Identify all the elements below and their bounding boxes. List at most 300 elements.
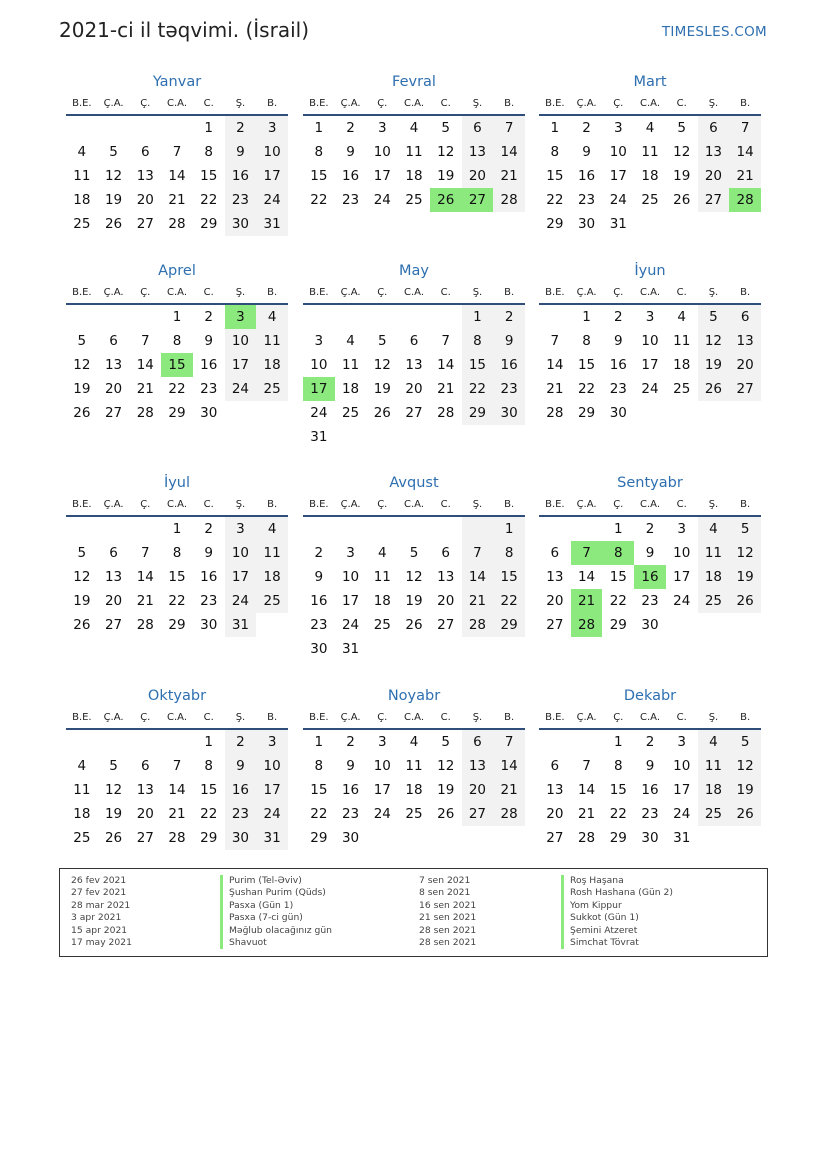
day-cell: 29 [200, 216, 218, 232]
weekday-header [66, 706, 288, 730]
day-cell: 24 [256, 802, 288, 826]
weekday-label: Ş. [708, 712, 719, 723]
day-cell: 23 [225, 188, 257, 212]
day-cell: 14 [577, 782, 596, 798]
day-cell: 7 [140, 545, 150, 561]
empty-cell [66, 730, 98, 754]
legend-holiday-name: Rosh Hashana (Gün 2) [561, 887, 673, 899]
day-cell: 5 [409, 545, 419, 561]
empty-cell [366, 517, 398, 541]
day-cell: 4 [346, 333, 355, 349]
day-cell: 31 [225, 613, 257, 637]
day-cell: 15 [609, 569, 627, 585]
day-grid [539, 116, 761, 236]
weekday-label: Ç. [377, 712, 388, 723]
day-cell: 7 [462, 541, 494, 565]
day-cell: 28 [546, 405, 564, 421]
brand-logo-text[interactable]: TIMESLES.COM [661, 24, 767, 40]
day-cell: 17 [673, 782, 691, 798]
empty-cell [698, 826, 730, 850]
day-cell: 13 [462, 754, 494, 778]
day-cell: 15 [493, 565, 525, 589]
day-cell: 29 [200, 830, 218, 846]
weekday-label: Ç.A. [576, 98, 597, 109]
day-cell: 22 [462, 377, 494, 401]
weekday-label: C.A. [640, 287, 661, 298]
day-cell: 19 [104, 192, 123, 208]
day-cell: 18 [256, 565, 288, 589]
day-cell: 28 [493, 188, 525, 212]
day-cell: 6 [441, 545, 450, 561]
day-cell: 25 [73, 830, 91, 846]
day-cell: 21 [729, 164, 761, 188]
weekday-label: Ç.A. [576, 499, 597, 510]
legend-holiday-name: Pasxa (7-ci gün) [220, 912, 332, 924]
weekday-label: C.A. [167, 712, 188, 723]
day-cell: 1 [550, 120, 560, 136]
day-cell: 30 [641, 830, 659, 846]
empty-cell [303, 517, 335, 541]
empty-cell [366, 305, 398, 329]
month-6 [539, 261, 761, 425]
empty-cell [698, 401, 730, 425]
day-cell: 14 [462, 565, 494, 589]
day-cell: 16 [634, 565, 666, 589]
weekday-label: C.A. [167, 287, 188, 298]
day-cell: 2 [613, 309, 623, 325]
day-cell: 22 [200, 806, 218, 822]
day-cell: 2 [645, 521, 655, 537]
day-cell: 16 [200, 357, 218, 373]
day-cell: 13 [729, 329, 761, 353]
day-cell: 23 [310, 617, 328, 633]
day-cell: 26 [729, 802, 761, 826]
day-cell: 30 [641, 617, 659, 633]
day-cell: 13 [437, 569, 455, 585]
day-cell: 9 [346, 144, 355, 160]
day-cell: 24 [373, 192, 391, 208]
day-cell: 11 [405, 144, 423, 160]
day-cell: 10 [641, 333, 659, 349]
day-cell: 26 [673, 192, 691, 208]
day-cell: 20 [104, 381, 123, 397]
day-cell: 24 [609, 192, 627, 208]
day-cell: 16 [341, 168, 360, 184]
day-cell: 8 [493, 541, 525, 565]
day-cell: 13 [546, 782, 564, 798]
day-cell: 19 [729, 778, 761, 802]
day-cell: 16 [200, 569, 218, 585]
day-cell: 21 [493, 778, 525, 802]
day-grid [66, 116, 288, 236]
legend-holiday-name: Yom Kippur [561, 900, 673, 912]
day-cell: 3 [225, 517, 257, 541]
day-cell: 27 [437, 617, 455, 633]
legend-holiday-name: Purim (Tel-Əviv) [220, 875, 332, 887]
day-cell: 14 [168, 168, 186, 184]
weekday-label: Ç.A. [340, 98, 361, 109]
empty-cell [571, 730, 603, 754]
day-cell: 28 [571, 613, 603, 637]
weekday-label: C.A. [404, 287, 425, 298]
legend-holiday-name: Pasxa (Gün 1) [220, 900, 332, 912]
weekday-label: B. [267, 287, 278, 298]
day-cell: 10 [373, 758, 391, 774]
empty-cell [430, 826, 462, 850]
day-cell: 29 [168, 617, 186, 633]
month-5 [303, 261, 525, 449]
day-cell: 22 [546, 192, 564, 208]
weekday-label: B. [740, 98, 751, 109]
day-cell: 17 [373, 168, 391, 184]
day-cell: 25 [341, 405, 360, 421]
day-cell: 26 [104, 830, 123, 846]
day-cell: 3 [256, 730, 288, 754]
day-cell: 12 [73, 569, 91, 585]
empty-cell [366, 425, 398, 449]
day-cell: 17 [641, 357, 659, 373]
empty-cell [634, 401, 666, 425]
weekday-label: Ş. [235, 712, 246, 723]
weekday-label: B.E. [545, 287, 565, 298]
day-cell: 27 [136, 830, 154, 846]
weekday-label: C. [203, 712, 214, 723]
day-cell: 30 [609, 405, 627, 421]
day-cell: 6 [550, 545, 560, 561]
day-cell: 6 [462, 116, 494, 140]
day-cell: 28 [168, 216, 186, 232]
weekday-label: Ç. [140, 712, 151, 723]
empty-cell [666, 613, 698, 637]
day-cell: 8 [204, 144, 213, 160]
day-cell: 6 [140, 758, 150, 774]
empty-cell [98, 517, 130, 541]
day-cell: 3 [377, 120, 387, 136]
empty-cell [729, 826, 761, 850]
weekday-label: Ç.A. [103, 98, 124, 109]
day-cell: 5 [77, 545, 87, 561]
day-cell: 22 [609, 593, 627, 609]
day-cell: 12 [73, 357, 91, 373]
day-cell: 24 [310, 405, 328, 421]
empty-cell [366, 826, 398, 850]
day-cell: 4 [256, 305, 288, 329]
empty-cell [129, 305, 161, 329]
day-cell: 7 [550, 333, 560, 349]
day-cell: 27 [462, 188, 494, 212]
weekday-label: Ş. [472, 287, 483, 298]
day-cell: 4 [677, 309, 686, 325]
day-cell: 19 [437, 168, 455, 184]
day-cell: 21 [437, 381, 455, 397]
day-cell: 24 [641, 381, 659, 397]
day-cell: 30 [310, 641, 328, 657]
day-cell: 6 [698, 116, 730, 140]
empty-cell [98, 116, 130, 140]
day-cell: 28 [729, 188, 761, 212]
weekday-label: B.E. [545, 712, 565, 723]
weekday-label: C.A. [404, 499, 425, 510]
day-cell: 20 [136, 806, 154, 822]
weekday-label: C.A. [167, 98, 188, 109]
weekday-label: Ç.A. [340, 499, 361, 510]
page-title: 2021-ci il təqvimi. (İsrail) [59, 18, 309, 42]
weekday-header [303, 706, 525, 730]
legend-holiday-name: Şushan Purim (Qüds) [220, 887, 332, 899]
day-cell: 27 [698, 188, 730, 212]
day-cell: 1 [204, 734, 213, 750]
day-cell: 20 [546, 806, 564, 822]
weekday-label: B. [740, 287, 751, 298]
day-cell: 15 [168, 569, 186, 585]
weekday-label: B.E. [309, 287, 329, 298]
day-cell: 28 [493, 802, 525, 826]
day-cell: 25 [73, 216, 91, 232]
empty-cell [161, 116, 193, 140]
day-cell: 25 [698, 589, 730, 613]
day-cell: 4 [698, 517, 730, 541]
day-cell: 2 [204, 309, 213, 325]
day-cell: 19 [73, 593, 91, 609]
day-cell: 19 [73, 381, 91, 397]
day-cell: 19 [405, 593, 423, 609]
weekday-header [303, 92, 525, 116]
day-cell: 7 [493, 116, 525, 140]
day-cell: 12 [104, 168, 123, 184]
month-name: Aprel [158, 263, 196, 279]
day-cell: 12 [673, 144, 691, 160]
day-cell: 15 [161, 353, 193, 377]
weekday-label: B. [267, 499, 278, 510]
day-cell: 12 [405, 569, 423, 585]
day-cell: 6 [140, 144, 150, 160]
month-name: İyun [634, 263, 666, 279]
weekday-label: Ç.A. [103, 499, 124, 510]
weekday-label: C.A. [640, 712, 661, 723]
day-cell: 26 [729, 589, 761, 613]
day-cell: 20 [729, 353, 761, 377]
day-cell: 31 [310, 429, 328, 445]
day-cell: 30 [341, 830, 360, 846]
day-cell: 1 [172, 521, 182, 537]
day-cell: 16 [341, 782, 360, 798]
day-cell: 10 [673, 758, 691, 774]
day-cell: 8 [462, 329, 494, 353]
day-grid [539, 517, 761, 637]
day-cell: 5 [729, 730, 761, 754]
day-cell: 6 [409, 333, 419, 349]
day-cell: 13 [546, 569, 564, 585]
day-cell: 26 [373, 405, 391, 421]
day-cell: 6 [550, 758, 560, 774]
empty-cell [698, 212, 730, 236]
day-cell: 11 [373, 569, 391, 585]
day-cell: 14 [168, 782, 186, 798]
weekday-label: C. [676, 712, 687, 723]
day-cell: 25 [256, 377, 288, 401]
day-cell: 18 [698, 778, 730, 802]
day-cell: 10 [609, 144, 627, 160]
empty-cell [256, 613, 288, 637]
weekday-label: B.E. [72, 98, 92, 109]
day-cell: 12 [729, 541, 761, 565]
day-cell: 1 [314, 120, 324, 136]
day-cell: 12 [729, 754, 761, 778]
day-cell: 11 [341, 357, 360, 373]
day-cell: 21 [493, 164, 525, 188]
day-cell: 31 [341, 641, 360, 657]
empty-cell [729, 613, 761, 637]
day-grid [539, 305, 761, 425]
empty-cell [493, 637, 525, 661]
weekday-label: Ç. [613, 712, 624, 723]
empty-cell [539, 517, 571, 541]
legend-holiday-name: Sukkot (Gün 1) [561, 912, 673, 924]
empty-cell [398, 517, 430, 541]
day-cell: 29 [609, 617, 627, 633]
weekday-label: Ş. [235, 499, 246, 510]
day-cell: 27 [462, 802, 494, 826]
day-cell: 23 [641, 593, 659, 609]
day-cell: 18 [373, 593, 391, 609]
day-cell: 23 [341, 806, 360, 822]
day-cell: 11 [73, 782, 91, 798]
day-cell: 29 [462, 401, 494, 425]
weekday-label: B.E. [545, 98, 565, 109]
weekday-label: Ş. [235, 98, 246, 109]
day-cell: 25 [405, 806, 423, 822]
month-name: Dekabr [623, 688, 677, 704]
holiday-legend [59, 868, 768, 957]
day-cell: 8 [314, 758, 324, 774]
day-cell: 25 [698, 802, 730, 826]
day-cell: 14 [437, 357, 455, 373]
day-cell: 16 [577, 168, 596, 184]
day-cell: 15 [200, 168, 218, 184]
weekday-label: Ç. [140, 287, 151, 298]
day-cell: 5 [698, 305, 730, 329]
day-cell: 1 [613, 734, 623, 750]
legend-date: 8 sen 2021 [419, 887, 471, 899]
month-8 [303, 473, 525, 661]
day-cell: 29 [310, 830, 328, 846]
day-cell: 9 [613, 333, 623, 349]
day-cell: 9 [204, 333, 213, 349]
empty-cell [398, 425, 430, 449]
day-cell: 24 [225, 589, 257, 613]
day-cell: 25 [641, 192, 659, 208]
day-cell: 5 [441, 734, 450, 750]
day-cell: 18 [673, 357, 691, 373]
day-cell: 28 [577, 830, 596, 846]
weekday-label: Ş. [235, 287, 246, 298]
empty-cell [493, 425, 525, 449]
month-name: Yanvar [152, 74, 202, 90]
weekday-label: Ç.A. [103, 287, 124, 298]
day-cell: 26 [437, 806, 455, 822]
day-cell: 1 [314, 734, 324, 750]
day-cell: 2 [645, 734, 655, 750]
day-cell: 16 [641, 782, 659, 798]
day-cell: 21 [571, 589, 603, 613]
day-cell: 23 [641, 806, 659, 822]
day-cell: 1 [462, 305, 494, 329]
day-cell: 21 [577, 806, 596, 822]
day-cell: 24 [373, 806, 391, 822]
day-cell: 2 [314, 545, 324, 561]
day-cell: 20 [437, 593, 455, 609]
month-3 [539, 72, 761, 236]
day-cell: 7 [140, 333, 150, 349]
day-cell: 4 [77, 758, 87, 774]
day-cell: 20 [405, 381, 423, 397]
day-cell: 9 [225, 754, 257, 778]
day-cell: 5 [377, 333, 387, 349]
day-cell: 20 [136, 192, 154, 208]
weekday-label: Ş. [708, 98, 719, 109]
weekday-label: C.A. [404, 98, 425, 109]
day-cell: 11 [698, 541, 730, 565]
day-cell: 17 [609, 168, 627, 184]
day-cell: 3 [314, 333, 324, 349]
weekday-label: B. [740, 712, 751, 723]
legend-holiday-name: Shavuot [220, 937, 332, 949]
weekday-header [303, 493, 525, 517]
day-cell: 2 [225, 116, 257, 140]
weekday-label: B. [504, 98, 515, 109]
day-cell: 30 [200, 405, 218, 421]
day-cell: 20 [462, 164, 494, 188]
month-12 [539, 686, 761, 850]
day-grid [539, 730, 761, 850]
day-cell: 26 [405, 617, 423, 633]
day-cell: 3 [645, 309, 655, 325]
day-cell: 2 [493, 305, 525, 329]
day-cell: 11 [256, 541, 288, 565]
empty-cell [430, 425, 462, 449]
day-cell: 19 [373, 381, 391, 397]
month-name: Avqust [389, 475, 439, 491]
day-cell: 7 [172, 144, 182, 160]
day-cell: 9 [582, 144, 591, 160]
day-cell: 10 [341, 569, 360, 585]
empty-cell [462, 637, 494, 661]
day-cell: 7 [571, 541, 603, 565]
day-cell: 14 [577, 569, 596, 585]
month-name: Sentyabr [617, 475, 683, 491]
weekday-label: B. [740, 499, 751, 510]
day-cell: 13 [136, 168, 154, 184]
empty-cell [666, 401, 698, 425]
month-1 [66, 72, 288, 236]
day-cell: 21 [136, 593, 154, 609]
day-cell: 14 [493, 140, 525, 164]
weekday-label: B.E. [72, 499, 92, 510]
day-cell: 15 [577, 357, 596, 373]
day-cell: 18 [698, 565, 730, 589]
weekday-header [66, 92, 288, 116]
empty-cell [66, 517, 98, 541]
day-cell: 18 [405, 168, 423, 184]
weekday-label: Ş. [472, 499, 483, 510]
day-cell: 22 [168, 381, 186, 397]
day-grid [303, 305, 525, 449]
weekday-label: C. [440, 98, 451, 109]
empty-cell [335, 305, 367, 329]
empty-cell [430, 305, 462, 329]
day-cell: 5 [729, 517, 761, 541]
legend-date: 26 fev 2021 [71, 875, 127, 886]
